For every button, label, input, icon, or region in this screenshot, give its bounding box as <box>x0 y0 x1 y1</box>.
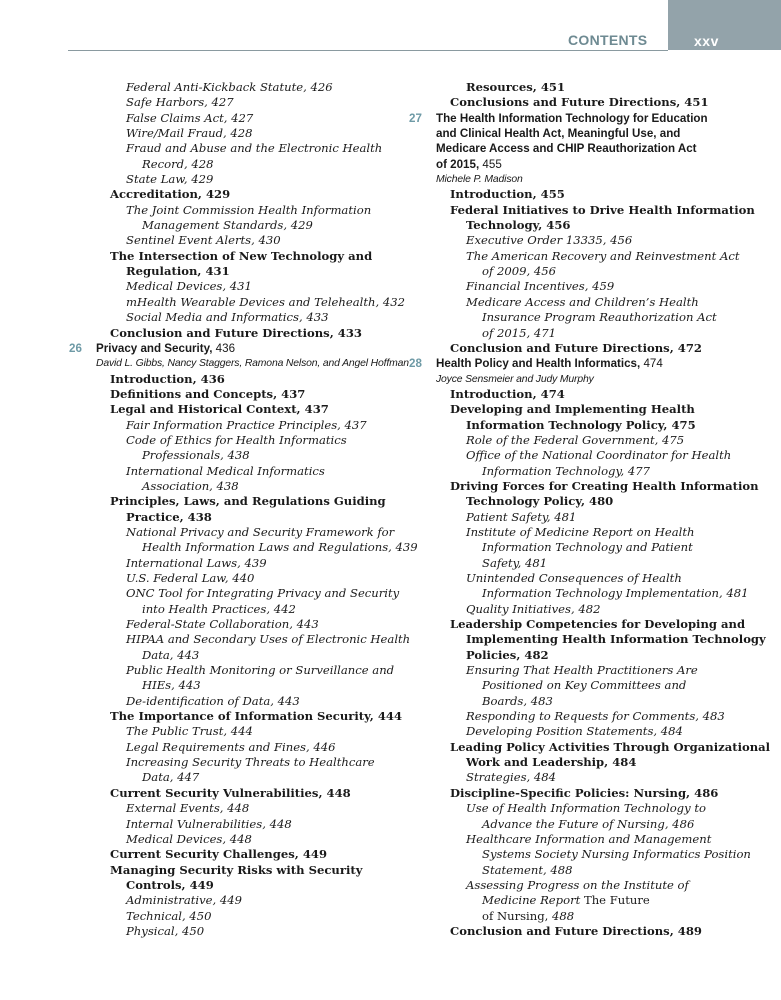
toc-section: Federal Initiatives to Drive Health Information <box>450 202 755 217</box>
toc-subsection: Sentinel Event Alerts, 430 <box>126 233 281 248</box>
toc-subsection: Medical Devices, 448 <box>126 831 252 846</box>
toc-subsection: Quality Initiatives, 482 <box>466 601 601 616</box>
toc-subsection: Statement, 488 <box>482 862 573 877</box>
toc-section: Discipline-Specific Policies: Nursing, 486 <box>450 785 719 800</box>
roman-text: The Future <box>580 893 650 908</box>
toc-subsection: Technical, 450 <box>126 908 212 923</box>
toc-subsection: of 2015, 471 <box>482 325 556 340</box>
toc-section: Conclusion and Future Directions, 472 <box>450 340 702 355</box>
toc-subsection: Fraud and Abuse and the Electronic Health <box>126 141 383 156</box>
toc-subsection: Executive Order 13335, 456 <box>466 233 633 248</box>
toc-subsection: into Health Practices, 442 <box>142 601 296 616</box>
chapter-title: Medicare Access and CHIP Reauthorization Act <box>436 142 697 156</box>
chapter-title: Privacy and Security, <box>96 341 213 355</box>
toc-subsection: State Law, 429 <box>126 172 214 187</box>
toc-subsection: Developing Position Statements, 484 <box>466 724 683 739</box>
toc-section: Resources, 451 <box>466 80 566 94</box>
toc-subsection: HIEs, 443 <box>142 678 201 693</box>
toc-subsection: Positioned on Key Committees and <box>482 678 687 693</box>
toc-subsection: Code of Ethics for Health Informatics <box>126 432 347 447</box>
toc-section: Legal and Historical Context, 437 <box>110 402 329 417</box>
chapter-authors: Joyce Sensmeier and Judy Murphy <box>436 373 594 385</box>
toc-section: Regulation, 431 <box>126 264 230 279</box>
toc-section: Conclusion and Future Directions, 433 <box>110 325 362 340</box>
toc-subsection: HIPAA and Secondary Uses of Electronic Health <box>126 632 411 647</box>
toc-subsection: False Claims Act, 427 <box>126 110 254 125</box>
chapter-heading <box>410 157 730 172</box>
chapter-number: 28 <box>409 357 422 371</box>
toc-subsection: Medical Devices, 431 <box>126 279 252 294</box>
chapter-heading <box>70 341 390 356</box>
toc-subsection: U.S. Federal Law, 440 <box>126 571 255 585</box>
toc-subsection: Information Technology Implementation, 481 <box>482 586 749 601</box>
toc-subsection: Association, 438 <box>142 478 239 493</box>
chapter-number: 26 <box>69 341 82 355</box>
chapter-heading <box>410 141 730 156</box>
toc-subsection: Financial Incentives, 459 <box>466 279 615 294</box>
toc-subsection: Advance the Future of Nursing, 486 <box>482 816 695 831</box>
toc-section: Technology Policy, 480 <box>466 494 614 509</box>
toc-subsection: ONC Tool for Integrating Privacy and Security <box>126 586 400 601</box>
toc-subsection: De-identification of Data, 443 <box>126 693 300 708</box>
toc-section: Definitions and Concepts, 437 <box>110 386 306 401</box>
toc-subsection: Boards, 483 <box>482 693 553 708</box>
toc-section: Conclusions and Future Directions, 451 <box>450 95 709 110</box>
toc-subsection: Medicare Access and Children’s Health <box>466 294 699 309</box>
toc-section: Current Security Vulnerabilities, 448 <box>110 785 351 800</box>
toc-section: Work and Leadership, 484 <box>466 755 637 770</box>
running-header: CONTENTS <box>568 32 648 48</box>
toc-subsection: Healthcare Information and Management <box>466 831 712 846</box>
chapter-heading <box>410 111 730 126</box>
toc-section: The Importance of Information Security, 444 <box>110 709 403 724</box>
italic-text: Medicine Report <box>482 893 581 908</box>
toc-subsection: Health Information Laws and Regulations, 439 <box>142 540 418 555</box>
italic-text: 488 <box>548 908 575 923</box>
toc-subsection: Office of the National Coordinator for Health <box>466 448 732 463</box>
chapter-page: 436 <box>215 341 236 355</box>
toc-subsection: Physical, 450 <box>126 923 205 938</box>
toc-left-column <box>69 80 418 939</box>
chapter-title: Health Policy and Health Informatics, <box>436 357 641 371</box>
toc-subsection: Federal-State Collaboration, 443 <box>126 617 319 632</box>
toc-subsection: Unintended Consequences of Health <box>466 571 682 585</box>
toc-section: Current Security Challenges, 449 <box>110 847 328 862</box>
toc-subsection: Responding to Requests for Comments, 483 <box>466 709 725 724</box>
chapter-title: and Clinical Health Act, Meaningful Use, and <box>436 127 681 141</box>
toc-subsection: Social Media and Informatics, 433 <box>126 310 329 325</box>
toc-subsection: National Privacy and Security Framework for <box>126 524 395 539</box>
toc-subsection: of 2009, 456 <box>482 264 556 279</box>
toc-subsection: Institute of Medicine Report on Health <box>466 524 695 539</box>
toc-subsection: Strategies, 484 <box>466 770 557 785</box>
toc-section: Leading Policy Activities Through Organizational <box>450 739 771 754</box>
toc-section: Practice, 438 <box>126 509 212 524</box>
toc-subsection: Internal Vulnerabilities, 448 <box>126 816 292 831</box>
chapter-authors: David L. Gibbs, Nancy Staggers, Ramona Nelson, and Angel Hoffman <box>96 358 409 370</box>
toc-section: Leadership Competencies for Developing and <box>450 617 746 632</box>
toc-section: Developing and Implementing Health <box>450 402 695 417</box>
toc-subsection: External Events, 448 <box>126 801 250 816</box>
toc-subsection <box>410 893 730 908</box>
toc-section: Technology, 456 <box>466 218 571 233</box>
toc-subsection: Federal Anti-Kickback Statute, 426 <box>126 80 333 94</box>
chapter-title: of 2015, <box>436 157 480 171</box>
toc-subsection: Administrative, 449 <box>126 893 243 908</box>
page-number-box <box>668 0 781 50</box>
chapter-authors: Michele P. Madison <box>436 174 523 186</box>
toc-section: Implementing Health Information Technology <box>466 632 766 647</box>
toc-subsection: Assessing Progress on the Institute of <box>466 877 689 892</box>
toc-subsection: mHealth Wearable Devices and Telehealth, 432 <box>126 294 405 309</box>
toc-section: Conclusion and Future Directions, 489 <box>450 923 702 938</box>
chapter-heading <box>410 126 730 141</box>
toc-subsection: Systems Society Nursing Informatics Position <box>482 847 751 862</box>
toc-subsection <box>410 909 730 924</box>
toc-subsection: Data, 447 <box>142 770 200 785</box>
toc-subsection: Management Standards, 429 <box>142 218 313 233</box>
toc-subsection: The Public Trust, 444 <box>126 724 253 739</box>
chapter-page: 474 <box>643 357 663 371</box>
page-number: xxv <box>694 33 719 49</box>
toc-section: Introduction, 455 <box>450 187 565 202</box>
toc-subsection: Patient Safety, 481 <box>466 509 577 524</box>
toc-subsection: Record, 428 <box>142 156 214 171</box>
chapter-title: The Health Information Technology for Education <box>436 111 708 125</box>
toc-section: Policies, 482 <box>466 647 549 662</box>
toc-right-column <box>409 80 771 939</box>
toc-subsection: Wire/Mail Fraud, 428 <box>126 126 253 141</box>
toc-subsection: Public Health Monitoring or Surveillance and <box>126 663 395 678</box>
toc-section: Introduction, 436 <box>110 371 225 386</box>
toc-subsection: Information Technology and Patient <box>482 540 693 555</box>
toc-subsection: Legal Requirements and Fines, 446 <box>126 739 336 754</box>
chapter-heading <box>410 356 730 371</box>
toc-subsection: Data, 443 <box>142 647 200 662</box>
toc-subsection: International Laws, 439 <box>126 555 267 570</box>
toc-subsection: International Medical Informatics <box>126 463 325 478</box>
toc-subsection: Professionals, 438 <box>142 448 250 463</box>
toc-section: The Intersection of New Technology and <box>110 248 373 263</box>
header-rule <box>68 50 668 51</box>
toc-subsection: Use of Health Information Technology to <box>466 801 706 816</box>
toc-section: Driving Forces for Creating Health Information <box>450 478 759 493</box>
roman-text: of Nursing, <box>482 908 549 923</box>
toc-section: Controls, 449 <box>126 877 214 892</box>
chapter-page: 455 <box>482 157 502 171</box>
toc-subsection: Role of the Federal Government, 475 <box>466 432 685 447</box>
toc-subsection: The American Recovery and Reinvestment Act <box>466 248 740 263</box>
toc-section: Introduction, 474 <box>450 386 565 401</box>
toc-section: Managing Security Risks with Security <box>110 862 363 877</box>
toc-subsection: Information Technology, 477 <box>482 463 650 478</box>
toc-section: Information Technology Policy, 475 <box>466 417 696 432</box>
toc-subsection: Increasing Security Threats to Healthcare <box>126 755 375 770</box>
toc-subsection: Safe Harbors, 427 <box>126 95 234 110</box>
toc-subsection: Fair Information Practice Principles, 437 <box>126 417 367 432</box>
toc-subsection: The Joint Commission Health Information <box>126 202 372 217</box>
toc-subsection: Insurance Program Reauthorization Act <box>482 310 717 325</box>
toc-section: Accreditation, 429 <box>110 187 231 202</box>
toc-subsection: Ensuring That Health Practitioners Are <box>466 663 698 678</box>
chapter-number: 27 <box>409 111 422 125</box>
toc-subsection: Safety, 481 <box>482 555 548 570</box>
toc-section: Principles, Laws, and Regulations Guiding <box>110 494 386 509</box>
